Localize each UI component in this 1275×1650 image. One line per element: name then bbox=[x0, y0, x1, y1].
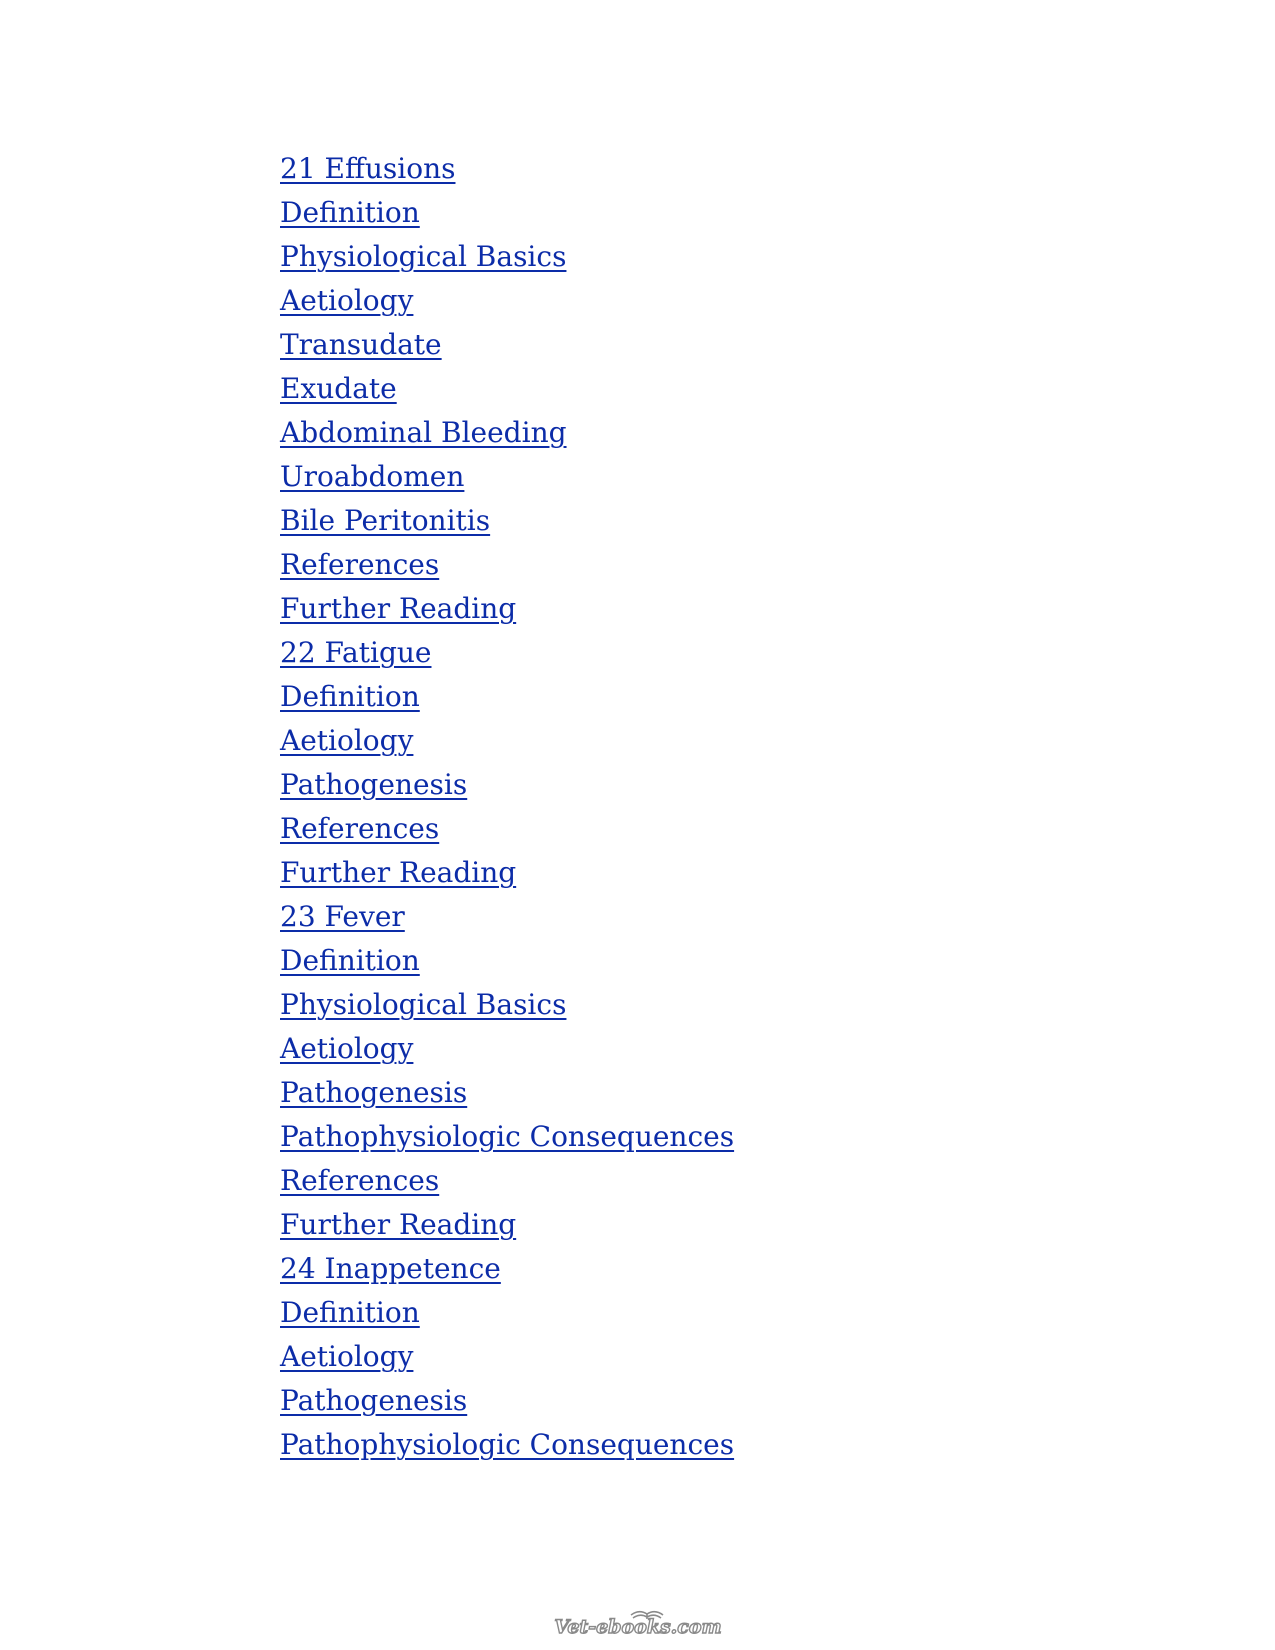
toc-link-21-effusions[interactable]: 21 Effusions bbox=[280, 152, 456, 185]
toc-entry bbox=[280, 543, 734, 587]
toc-link-aetiology[interactable]: Aetiology bbox=[280, 1340, 414, 1373]
toc-link-pathogenesis[interactable]: Pathogenesis bbox=[280, 1076, 468, 1109]
toc-entry bbox=[280, 719, 734, 763]
toc-entry bbox=[280, 1027, 734, 1071]
toc-entry bbox=[280, 631, 734, 675]
toc-link-pathogenesis[interactable]: Pathogenesis bbox=[280, 1384, 468, 1417]
toc-entry bbox=[280, 455, 734, 499]
toc-link-pathophysiologic-consequences[interactable]: Pathophysiologic Consequences bbox=[280, 1120, 735, 1153]
toc-link-aetiology[interactable]: Aetiology bbox=[280, 724, 414, 757]
toc-link-definition[interactable]: Definition bbox=[280, 680, 420, 713]
toc-entry bbox=[280, 147, 734, 191]
toc-entry bbox=[280, 675, 734, 719]
toc-link-definition[interactable]: Definition bbox=[280, 944, 420, 977]
toc-entry bbox=[280, 983, 734, 1027]
toc-link-further-reading[interactable]: Further Reading bbox=[280, 856, 517, 889]
toc-entry bbox=[280, 1159, 734, 1203]
toc-entry bbox=[280, 1379, 734, 1423]
toc-link-aetiology[interactable]: Aetiology bbox=[280, 1032, 414, 1065]
toc-entry bbox=[280, 323, 734, 367]
toc-link-aetiology[interactable]: Aetiology bbox=[280, 284, 414, 317]
toc-entry bbox=[280, 763, 734, 807]
toc-entry bbox=[280, 1203, 734, 1247]
toc-link-pathogenesis[interactable]: Pathogenesis bbox=[280, 768, 468, 801]
toc-entry bbox=[280, 279, 734, 323]
toc-link-further-reading[interactable]: Further Reading bbox=[280, 592, 517, 625]
watermark-logo bbox=[553, 1605, 723, 1639]
toc-link-23-fever[interactable]: 23 Fever bbox=[280, 900, 405, 933]
toc-entry bbox=[280, 939, 734, 983]
toc-link-physiological-basics[interactable]: Physiological Basics bbox=[280, 988, 567, 1021]
toc-entry bbox=[280, 1115, 734, 1159]
toc-link-further-reading[interactable]: Further Reading bbox=[280, 1208, 517, 1241]
table-of-contents bbox=[280, 147, 734, 1467]
toc-link-abdominal-bleeding[interactable]: Abdominal Bleeding bbox=[280, 416, 567, 449]
toc-link-references[interactable]: References bbox=[280, 812, 440, 845]
toc-link-uroabdomen[interactable]: Uroabdomen bbox=[280, 460, 465, 493]
toc-link-definition[interactable]: Definition bbox=[280, 196, 420, 229]
toc-entry bbox=[280, 411, 734, 455]
toc-link-22-fatigue[interactable]: 22 Fatigue bbox=[280, 636, 432, 669]
toc-link-pathophysiologic-consequences[interactable]: Pathophysiologic Consequences bbox=[280, 1428, 735, 1461]
toc-entry bbox=[280, 807, 734, 851]
toc-entry bbox=[280, 1247, 734, 1291]
toc-entry bbox=[280, 1335, 734, 1379]
toc-entry bbox=[280, 367, 734, 411]
toc-entry bbox=[280, 1291, 734, 1335]
toc-link-bile-peritonitis[interactable]: Bile Peritonitis bbox=[280, 504, 491, 537]
toc-link-exudate[interactable]: Exudate bbox=[280, 372, 397, 405]
toc-link-references[interactable]: References bbox=[280, 1164, 440, 1197]
toc-link-transudate[interactable]: Transudate bbox=[280, 328, 442, 361]
toc-entry bbox=[280, 1071, 734, 1115]
toc-entry bbox=[280, 235, 734, 279]
toc-link-references[interactable]: References bbox=[280, 548, 440, 581]
watermark bbox=[0, 1605, 1275, 1644]
toc-entry bbox=[280, 895, 734, 939]
toc-entry bbox=[280, 191, 734, 235]
toc-link-24-inappetence[interactable]: 24 Inappetence bbox=[280, 1252, 501, 1285]
toc-link-definition[interactable]: Definition bbox=[280, 1296, 420, 1329]
toc-entry bbox=[280, 587, 734, 631]
toc-entry bbox=[280, 499, 734, 543]
toc-entry bbox=[280, 851, 734, 895]
toc-link-physiological-basics[interactable]: Physiological Basics bbox=[280, 240, 567, 273]
toc-entry bbox=[280, 1423, 734, 1467]
watermark-text: Vet-ebooks.com bbox=[553, 1616, 722, 1638]
